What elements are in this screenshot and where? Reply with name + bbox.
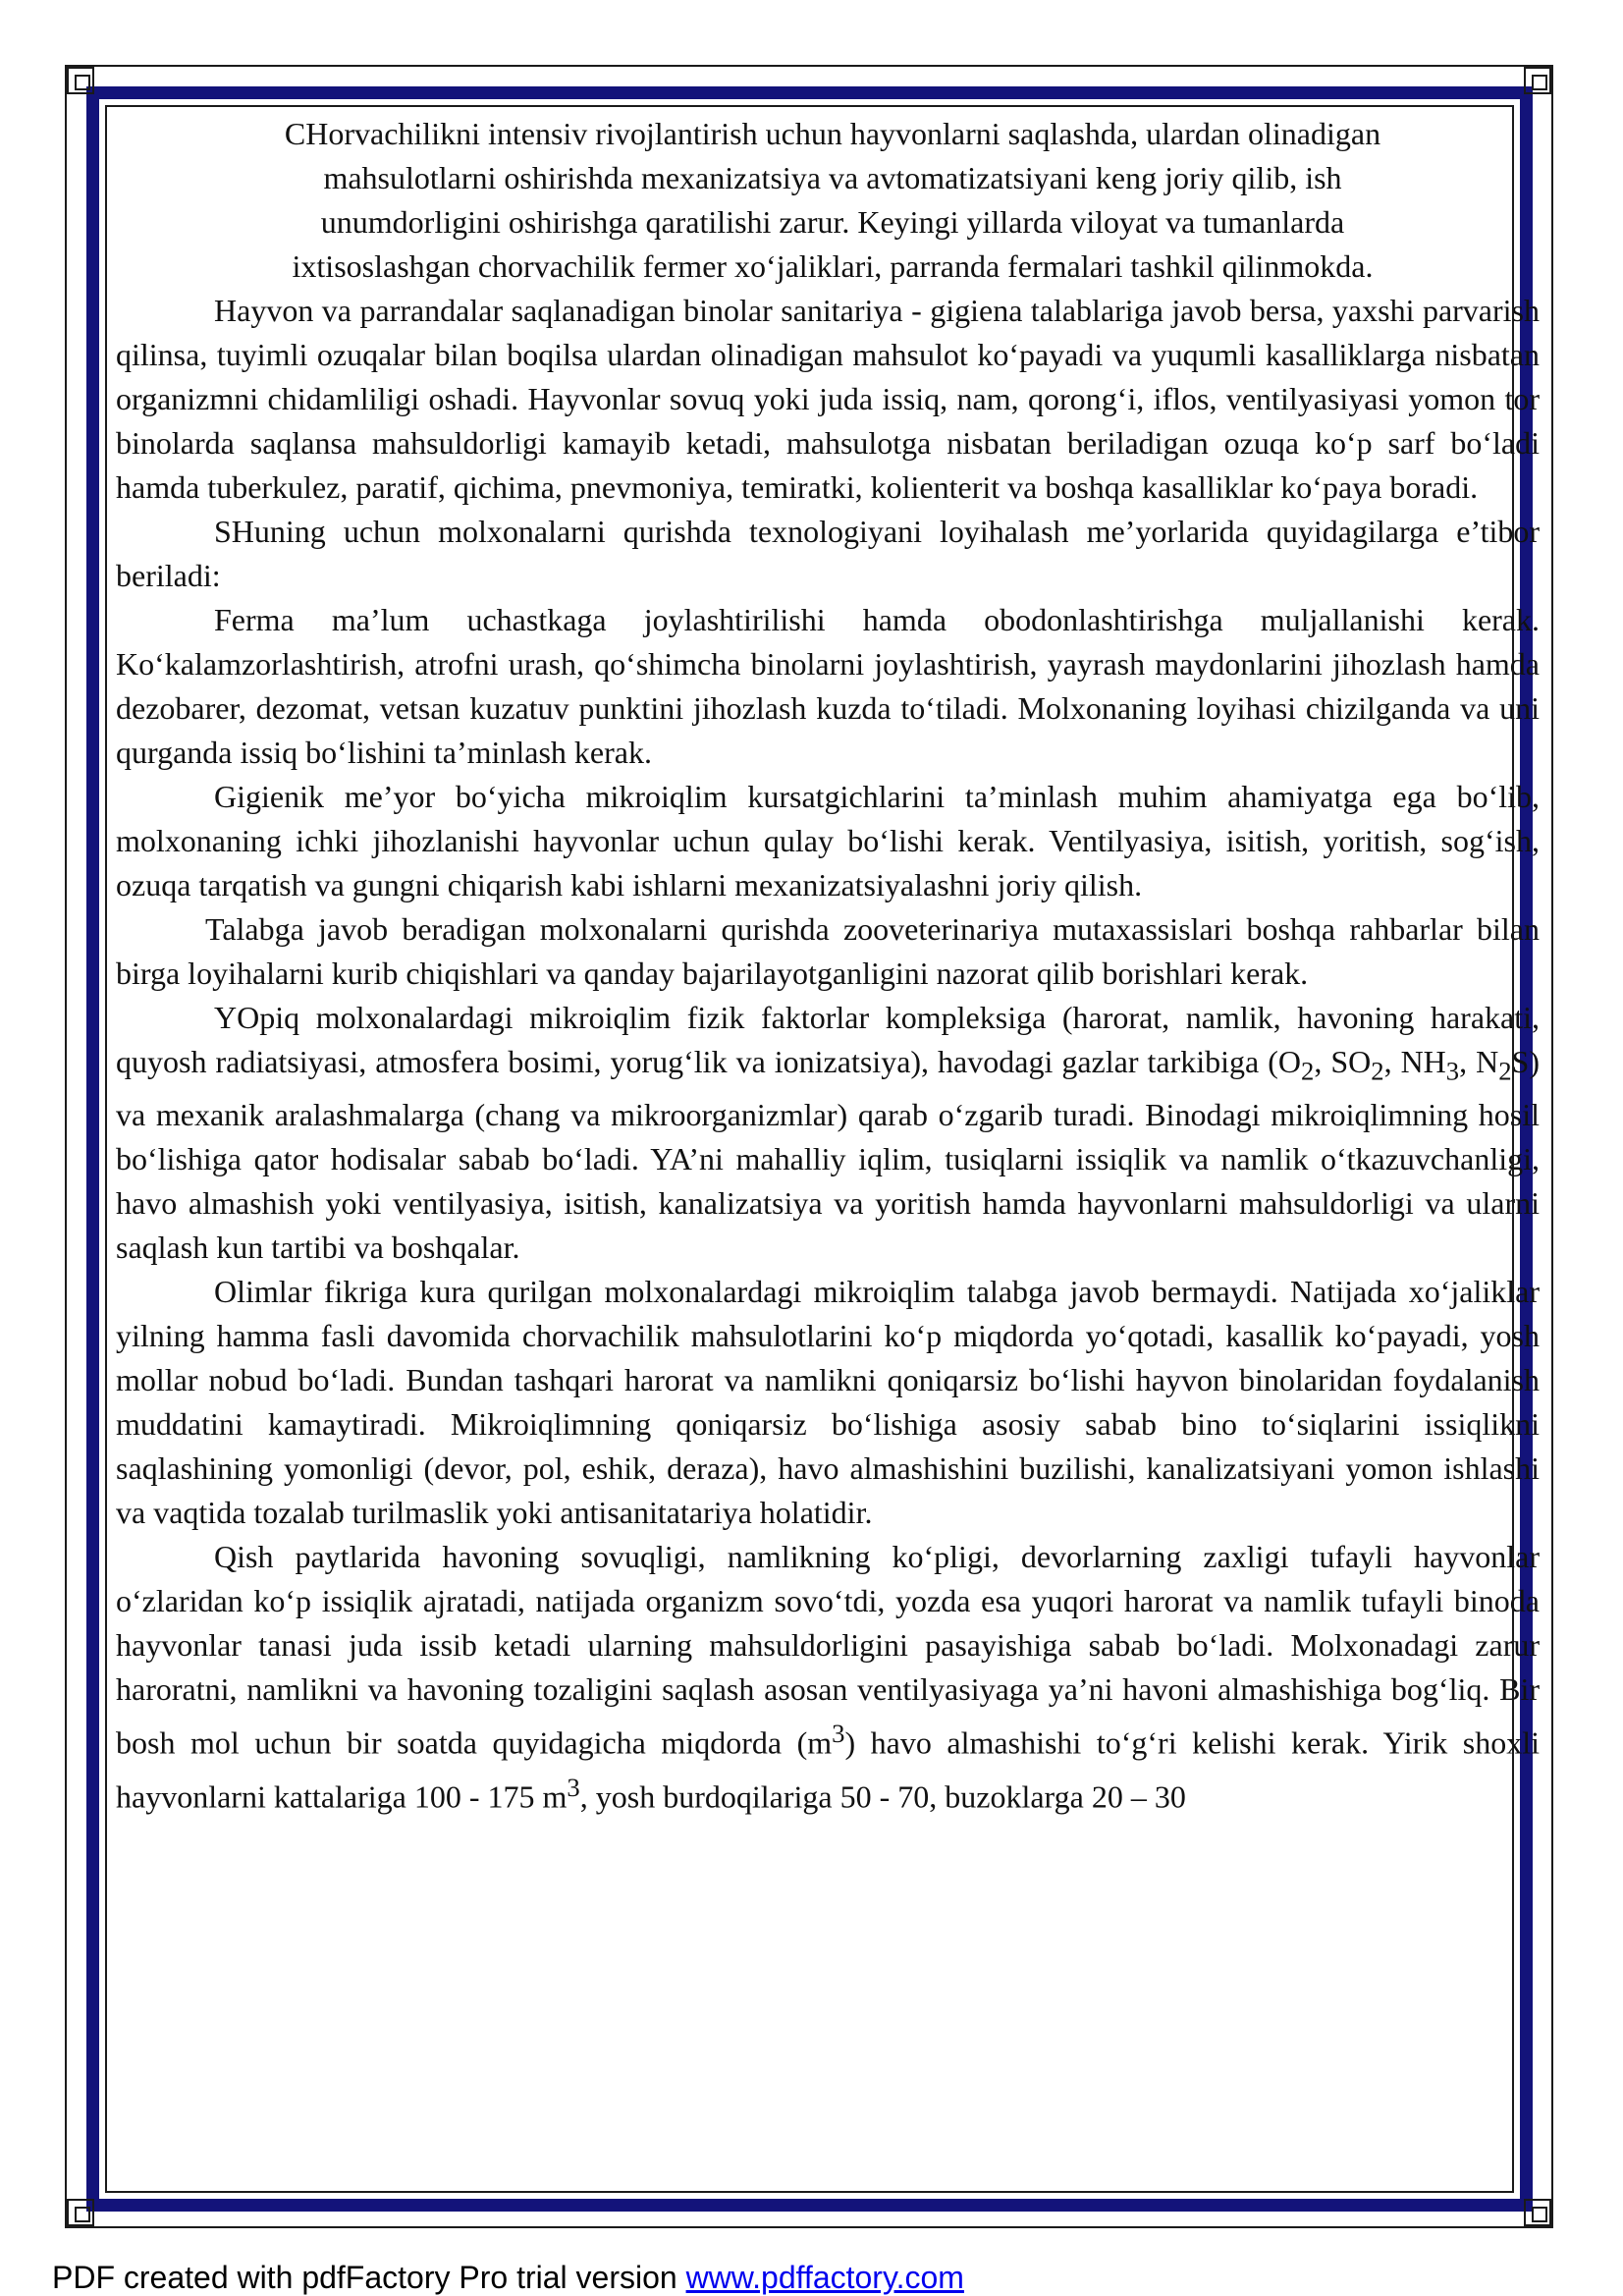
- paragraph-microclimate: [116, 996, 1540, 1270]
- text-run: , NH: [1383, 1044, 1446, 1079]
- intro-paragraph: [116, 112, 1520, 289]
- text-run: S) va mexanik aralashmalarga (chang va mikroorganizmlar) qarab o‘zgarib turadi. Binodagi mikroiqlimning hosil bo‘lishiga qator hodisalar sabab bo‘ladi. YA’ni mahalliy iqlim, tusiqlarni issiqlik va namlik o‘tkazuvchanligi, havo almashish yoki ventilyasiya, isitish, kanalizatsiya va yoritish hamda hayvonlarni mahsuldorligi va ularni saqlash kun tartibi va boshqalar.: [116, 1044, 1540, 1266]
- text-run: , yosh burdoqilariga 50 - 70, buzoklarga 20 – 30: [579, 1778, 1186, 1815]
- subscript: 2: [1371, 1056, 1384, 1086]
- corner-ornament-bottom-right: [1524, 2199, 1551, 2226]
- paragraph-design-norms: SHuning uchun molxonalarni qurishda texnologiyani loyihalash me’yorlarida quyidagilarga e’tibor beriladi:: [116, 514, 1540, 593]
- paragraph-farm-site: Ferma ma’lum uchastkaga joylashtirilishi hamda obodonlashtirishga muljallanishi kerak. Ko‘kalamzorlashtirish, atrofni urash, qo‘shimcha binolarni joylashtirish, yayrash maydonlarini jihozlash hamda dezobarer, dezomat, vetsan kuzatuv punktini jihozlash kuzda to‘tiladi. Molxonaning loyihasi chizilganda va uni qurganda issiq bo‘lishini ta’minlash kerak.: [116, 602, 1540, 770]
- subscript: 2: [1498, 1056, 1512, 1086]
- document-page: [116, 112, 1540, 2184]
- text-run: ) havo almashishi to‘g‘ri kelishi kerak. Yirik shoxli hayvonlarni kattalariga 100 - 175 m: [116, 1725, 1540, 1815]
- paragraph-hygiene: Gigienik me’yor bo‘yicha mikroiqlim kursatgichlarini ta’minlash muhim ahamiyatga ega bo‘lib, molxonaning ichki jihozlanishi hayvonlar uchun qulay bo‘lishi kerak. Ventilyasiya, isitish, yoritish, sog‘ish, ozuqa tarqatish va gungni chiqarish kabi ishlarni mexanizatsiyalashni joriy qilish.: [116, 779, 1540, 902]
- subscript: 3: [1445, 1056, 1460, 1086]
- intro-line: ixtisoslashgan chorvachilik fermer xo‘jaliklari, parranda fermalari tashkil qilinmokda.: [292, 248, 1374, 284]
- document-body: [116, 112, 1540, 1820]
- intro-line: CHorvachilikni intensiv rivojlantirish uchun hayvonlarni saqlashda, ulardan olinadigan: [284, 116, 1381, 151]
- text-run: , SO: [1314, 1044, 1372, 1079]
- paragraph-winter: [116, 1535, 1540, 1819]
- footer-text: PDF created with pdfFactory Pro trial version: [52, 2260, 686, 2295]
- corner-ornament-top-left: [67, 67, 94, 94]
- text-run: YOpiq molxonalardagi mikroiqlim fizik faktorlar kompleksiga (harorat, namlik, havoning harakati, quyosh radiatsiyasi, atmosfera bosimi, yorug‘lik va ionizatsiya), havodagi gazlar tarkibiga (O: [116, 1000, 1540, 1079]
- text-run: , N: [1459, 1044, 1499, 1079]
- pdffactory-link[interactable]: www.pdffactory.com: [685, 2260, 964, 2295]
- paragraph-scientists: Olimlar fikriga kura qurilgan molxonalardagi mikroiqlim talabga javob bermaydi. Natijada xo‘jaliklar yilning hamma fasli davomida chorvachilik mahsulotlarini ko‘p miqdorda yo‘qotadi, kasallik ko‘payadi, yosh mollar nobud bo‘ladi. Bundan tashqari harorat va namlikni qoniqarsiz bo‘lishi hayvon binolaridan foydalanish muddatini kamaytiradi. Mikroiqlimning qoniqarsiz bo‘lishiga asosiy sabab bino to‘siqlarini issiqlikni saqlashining yomonligi (devor, pol, eshik, deraza), havo almashishini buzilishi, kanalizatsiyani yomon ishlashi va vaqtida tozalab turilmaslik yoki antisanitatariya holatidir.: [116, 1274, 1540, 1531]
- text-run: Qish paytlarida havoning sovuqligi, namlikning ko‘pligi, devorlarning zaxligi tufayli hayvonlar o‘zlaridan ko‘p issiqlik ajratadi, natijada organizm sovo‘tdi, yozda esa yuqori harorat va namlik tufayli binoda hayvonlar tanasi juda issib ketadi ularning mahsuldorligini pasayishiga sabab bo‘ladi. Molxonadagi zarur haroratni, namlikni va havoning tozaligini saqlash asosan ventilyasiyaga ya’ni havoni almashishiga bog‘liq. Bir bosh mol uchun bir soatda quyidagicha miqdorda (m: [116, 1539, 1540, 1762]
- superscript: 3: [832, 1719, 845, 1749]
- paragraph-specialists: Talabga javob beradigan molxonalarni qurishda zooveterinariya mutaxassislari boshqa rahbarlar bilan birga loyihalarni kurib chiqishlari va qanday bajarilayotganligini nazorat qilib borishlari kerak.: [116, 911, 1540, 991]
- pdf-footer: [52, 2260, 964, 2296]
- subscript: 2: [1301, 1056, 1315, 1086]
- corner-ornament-bottom-left: [67, 2199, 94, 2226]
- paragraph-buildings: Hayvon va parrandalar saqlanadigan binolar sanitariya - gigiena talablariga javob bersa, yaxshi parvarish qilinsa, tuyimli ozuqalar bilan boqilsa ulardan olinadigan mahsulot ko‘payadi va yuqumli kasalliklarga nisbatan organizmni chidamliligi oshadi. Hayvonlar sovuq yoki juda issiq, nam, qorong‘i, iflos, ventilyasiyasi yomon tor binolarda saqlansa mahsuldorligi kamayib ketadi, mahsulotga nisbatan beriladigan ozuqa ko‘p sarf bo‘ladi hamda tuberkulez, paratif, qichima, pnevmoniya, temiratki, kolienterit va boshqa kasalliklar ko‘paya boradi.: [116, 293, 1540, 505]
- intro-line: mahsulotlarni oshirishda mexanizatsiya va avtomatizatsiyani keng joriy qilib, ish: [323, 160, 1342, 195]
- superscript: 3: [567, 1773, 580, 1803]
- corner-ornament-top-right: [1524, 67, 1551, 94]
- intro-line: unumdorligini oshirishga qaratilishi zarur. Keyingi yillarda viloyat va tumanlarda: [320, 204, 1345, 240]
